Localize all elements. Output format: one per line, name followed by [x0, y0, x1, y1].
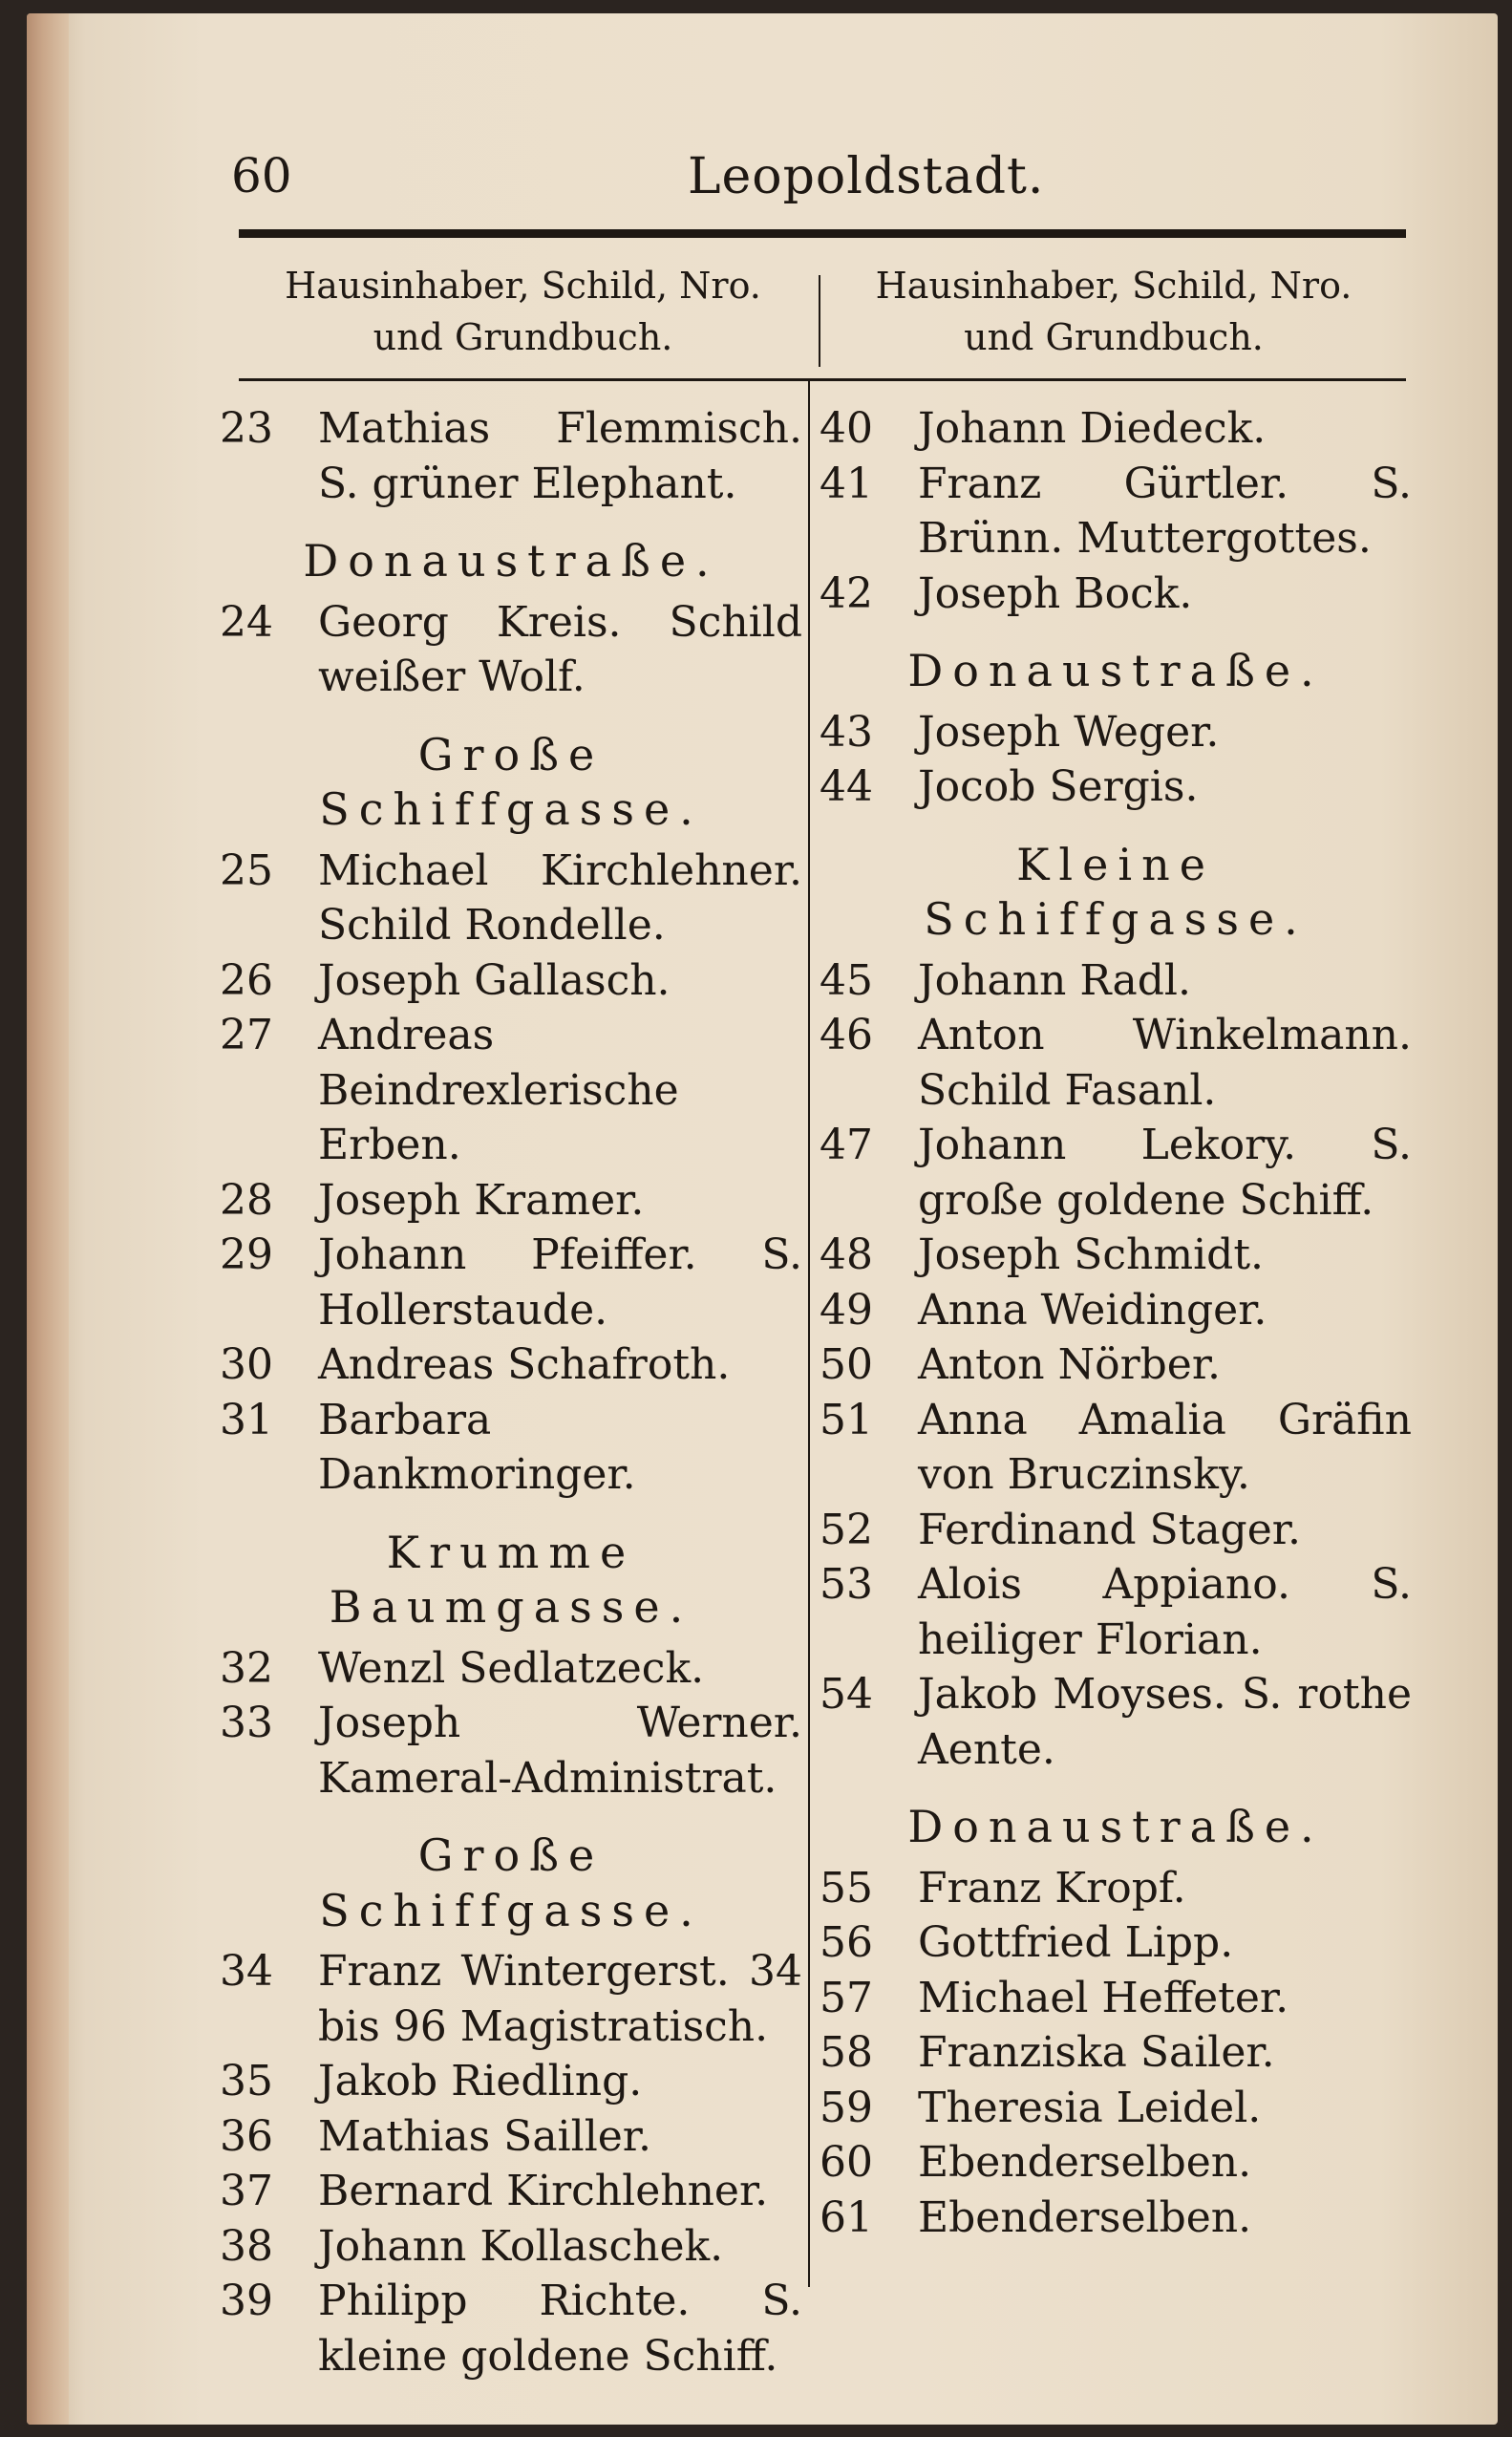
- page-header: [210, 148, 1404, 215]
- house-number: 44: [820, 762, 873, 811]
- house-number: 38: [220, 2221, 273, 2271]
- list-item: [820, 1861, 1412, 1916]
- list-item: [820, 2081, 1412, 2136]
- house-number: 40: [820, 404, 873, 453]
- list-item: [820, 953, 1412, 1009]
- house-number: 48: [820, 1230, 873, 1279]
- column-head-line: Hausinhaber, Schild, Nro.: [285, 265, 761, 307]
- owner-text: Jocob Sergis.: [918, 762, 1199, 811]
- list-item: [820, 1228, 1412, 1283]
- house-number: 51: [820, 1395, 873, 1444]
- column-head-right: [823, 260, 1404, 363]
- column-head-line: Hausinhaber, Schild, Nro.: [875, 265, 1352, 307]
- list-item: [820, 566, 1412, 622]
- owner-text: Gottfried Lipp.: [918, 1918, 1234, 1967]
- list-item: [820, 2135, 1412, 2191]
- owner-text: Barbara Dankmoringer.: [318, 1395, 636, 1499]
- list-item: [220, 2109, 802, 2165]
- list-item: [220, 2164, 802, 2219]
- owner-text: Andreas Beindrexlerische Erben.: [318, 1011, 679, 1169]
- house-number: 31: [220, 1395, 273, 1444]
- list-item: [220, 1393, 802, 1503]
- street-heading: Kleine Schiffgasse.: [924, 838, 1308, 945]
- house-number: 55: [820, 1863, 873, 1913]
- list-item: [220, 1337, 802, 1393]
- house-number: 39: [220, 2277, 273, 2325]
- street-heading: Große Schiffgasse.: [319, 1829, 703, 1936]
- owner-text: Joseph Werner. Kameral-Administrat.: [318, 1699, 802, 1803]
- list-item: [820, 1971, 1412, 2026]
- house-number: 36: [220, 2111, 273, 2161]
- list-item: [220, 953, 802, 1009]
- list-item: [220, 1641, 802, 1697]
- list-item: [820, 1915, 1412, 1971]
- house-number: 57: [820, 1973, 873, 2022]
- house-number: 60: [820, 2138, 873, 2187]
- owner-text: Bernard Kirchlehner.: [318, 2167, 769, 2215]
- list-item: [220, 1944, 802, 2054]
- owner-text: Franz Gürtler. S. Brünn. Muttergottes.: [918, 459, 1412, 563]
- running-title: Leopoldstadt.: [688, 148, 1045, 205]
- owner-text: Ferdinand Stager.: [918, 1505, 1301, 1554]
- list-item: [820, 759, 1412, 815]
- column-head-rule: [239, 378, 1406, 381]
- house-number: 27: [220, 1011, 273, 1059]
- list-item: [820, 1667, 1412, 1777]
- list-item: [820, 1557, 1412, 1667]
- column-head-line: und Grundbuch.: [964, 316, 1264, 358]
- house-number: 46: [820, 1011, 873, 1059]
- owner-text: Wenzl Sedlatzeck.: [318, 1643, 705, 1693]
- owner-text: Andreas Schafroth.: [318, 1340, 731, 1389]
- owner-text: Joseph Weger.: [918, 707, 1220, 757]
- house-number: 34: [220, 1947, 273, 1996]
- list-item: [820, 705, 1412, 760]
- house-number: 30: [220, 1340, 273, 1389]
- street-heading: Krumme Baumgasse.: [329, 1526, 693, 1633]
- house-number: 47: [820, 1121, 873, 1169]
- owner-text: Anton Nörber.: [918, 1340, 1222, 1389]
- list-item: [820, 457, 1412, 566]
- owner-text: Anna Weidinger.: [918, 1285, 1267, 1335]
- owner-text: Franz Wintergerst. 34 bis 96 Magistratisch.: [318, 1947, 802, 2051]
- house-number: 49: [820, 1285, 873, 1335]
- house-number: 26: [220, 955, 273, 1005]
- owner-text: Michael Kirchlehner. Schild Rondelle.: [318, 845, 802, 950]
- owner-text: Ebenderselben.: [918, 2138, 1252, 2187]
- street-heading: Donaustraße.: [907, 645, 1324, 696]
- house-number: 45: [820, 955, 873, 1005]
- house-number: 25: [220, 845, 273, 895]
- list-item: [820, 401, 1412, 457]
- owner-text: Jakob Moyses. S. rothe Aente.: [918, 1670, 1412, 1774]
- list-item: [820, 1008, 1412, 1118]
- page-number: 60: [231, 148, 292, 203]
- list-item: [220, 2219, 802, 2275]
- left-column: [220, 401, 802, 2384]
- house-number: 43: [820, 707, 873, 757]
- list-item: [820, 2025, 1412, 2081]
- list-item: [220, 2274, 802, 2384]
- house-number: 41: [820, 459, 873, 508]
- owner-text: Franziska Sailer.: [918, 2028, 1275, 2077]
- house-number: 37: [220, 2167, 273, 2215]
- owner-text: Johann Kollaschek.: [318, 2221, 724, 2271]
- owner-text: Franz Kropf.: [918, 1863, 1186, 1913]
- house-number: 50: [820, 1340, 873, 1389]
- list-item: [220, 2054, 802, 2109]
- list-item: [820, 2191, 1412, 2246]
- street-heading: Donaustraße.: [907, 1801, 1324, 1852]
- list-item: [820, 1283, 1412, 1338]
- owner-text: Johann Lekory. S. große goldene Schiff.: [918, 1121, 1412, 1225]
- house-number: 29: [220, 1230, 273, 1279]
- column-divider: [808, 378, 810, 2287]
- owner-text: Johann Radl.: [918, 955, 1191, 1005]
- owner-text: Alois Appiano. S. heiliger Florian.: [918, 1560, 1412, 1664]
- owner-text: Theresia Leidel.: [918, 2083, 1262, 2132]
- list-item: [220, 844, 802, 953]
- house-number: 24: [220, 597, 273, 647]
- list-item: [220, 595, 802, 705]
- house-number: 32: [220, 1643, 273, 1693]
- house-number: 33: [220, 1699, 273, 1747]
- house-number: 58: [820, 2028, 873, 2077]
- list-item: [220, 1173, 802, 1229]
- column-head-left: [234, 260, 812, 363]
- column-head-divider: [819, 275, 820, 367]
- owner-text: Johann Diedeck.: [918, 404, 1267, 453]
- list-item: [220, 1008, 802, 1173]
- list-item: [220, 1228, 802, 1337]
- header-rule: [239, 229, 1406, 238]
- owner-text: Joseph Schmidt.: [918, 1230, 1264, 1279]
- owner-text: Mathias Flemmisch. S. grüner Elephant.: [318, 404, 802, 508]
- owner-text: Georg Kreis. Schild weißer Wolf.: [318, 597, 802, 701]
- right-column: [820, 401, 1412, 2245]
- list-item: [220, 401, 802, 511]
- house-number: 54: [820, 1670, 873, 1719]
- owner-text: Anna Amalia Gräfin von Bruczinsky.: [918, 1395, 1412, 1499]
- house-number: 42: [820, 568, 873, 618]
- street-heading: Donaustraße.: [303, 535, 719, 587]
- owner-text: Philipp Richte. S. kleine goldene Schiff.: [318, 2277, 802, 2381]
- page-binding-edge: [27, 13, 69, 2425]
- list-item: [820, 1337, 1412, 1393]
- owner-text: Mathias Sailler.: [318, 2111, 651, 2161]
- column-head-line: und Grundbuch.: [373, 316, 673, 358]
- owner-text: Joseph Kramer.: [318, 1175, 645, 1225]
- house-number: 59: [820, 2083, 873, 2132]
- list-item: [220, 1696, 802, 1806]
- owner-text: Jakob Riedling.: [318, 2057, 643, 2106]
- house-number: 28: [220, 1175, 273, 1225]
- street-heading: Große Schiffgasse.: [319, 728, 703, 835]
- house-number: 56: [820, 1918, 873, 1967]
- owner-text: Ebenderselben.: [918, 2192, 1252, 2242]
- house-number: 52: [820, 1505, 873, 1554]
- house-number: 35: [220, 2057, 273, 2106]
- house-number: 53: [820, 1560, 873, 1609]
- owner-text: Michael Heffeter.: [918, 1973, 1289, 2022]
- owner-text: Joseph Gallasch.: [318, 955, 671, 1005]
- owner-text: Anton Winkelmann. Schild Fasanl.: [918, 1011, 1412, 1115]
- house-number: 61: [820, 2192, 873, 2242]
- owner-text: Johann Pfeiffer. S. Hollerstaude.: [318, 1230, 802, 1335]
- house-number: 23: [220, 404, 273, 453]
- list-item: [820, 1118, 1412, 1228]
- list-item: [820, 1503, 1412, 1558]
- list-item: [820, 1393, 1412, 1503]
- owner-text: Joseph Bock.: [918, 568, 1193, 618]
